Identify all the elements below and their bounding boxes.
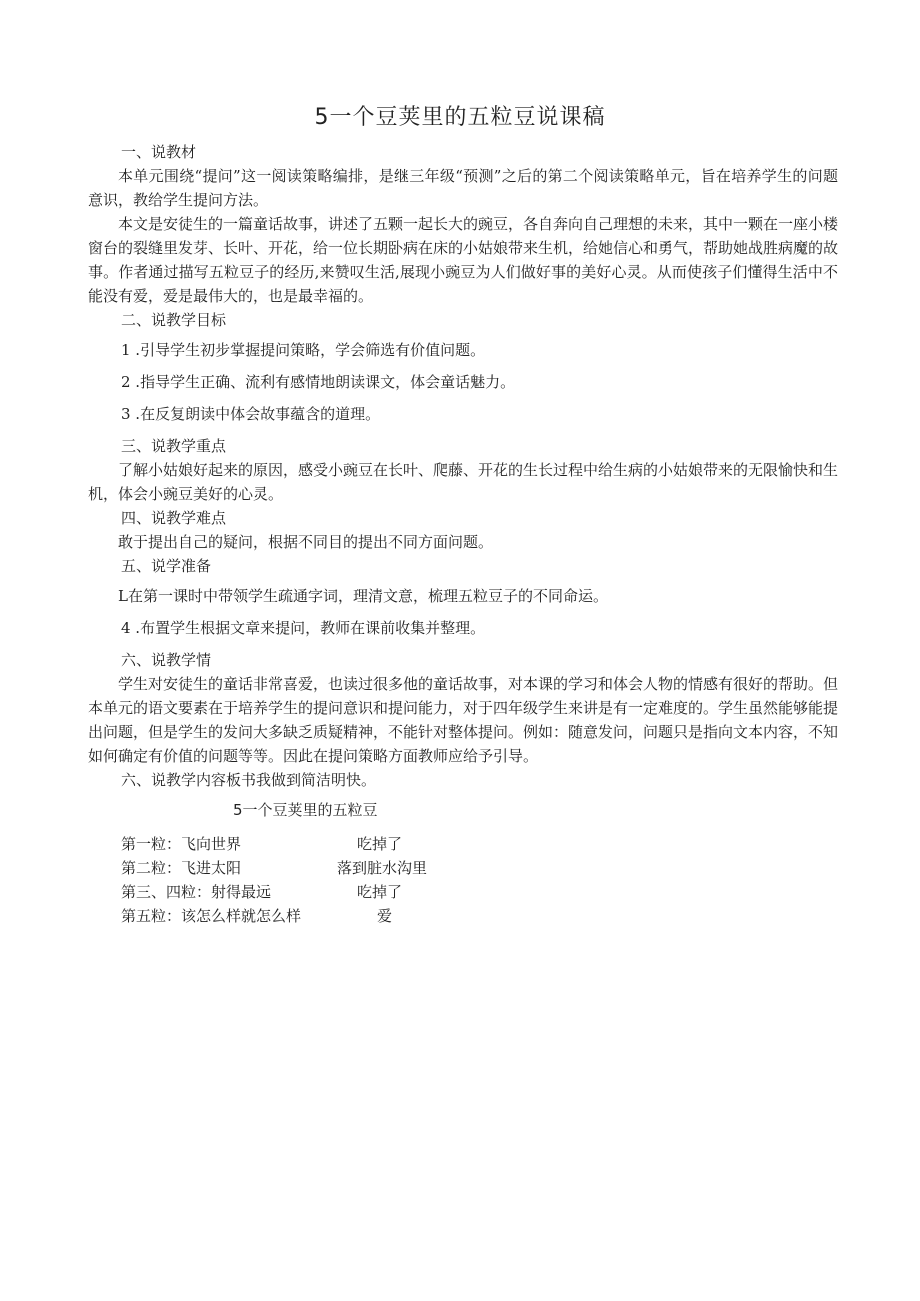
board-row-left: 第三、四粒：射得最远 xyxy=(121,883,272,901)
goal-item-1: 1 .引导学生初步掌握提问策略，学会筛选有价值问题。 xyxy=(121,341,486,359)
board-row-left: 第五粒：该怎么样就怎么样 xyxy=(121,907,302,925)
paragraph-student-analysis: 学生对安徒生的童话非常喜爱，也读过很多他的童话故事，对本课的学习和体会人物的情感有很好的帮助。但本单元的语文要素在于培养学生的提问意识和提问能力，对于四年级学生来讲是有一定难度的。学生虽然能够能提出问题，但是学生的发问大多缺乏质疑精神，不能针对整体提问。例如：随意发问，问题只是指向文本内容，不知如何确定有价值的问题等等。因此在提问策略方面教师应给予引导。 xyxy=(88,675,839,765)
section-heading-board-design: 六、说教学内容板书我做到简洁明快。 xyxy=(121,771,377,789)
document-title: 5一个豆荚里的五粒豆说课稿 xyxy=(314,105,606,130)
paragraph-key-points: 了解小姑娘好起来的原因，感受小豌豆在长叶、爬藤、开花的生长过程中给生病的小姑娘带来的无限愉快和生机，体会小豌豆美好的心灵。 xyxy=(88,461,839,503)
board-row xyxy=(88,880,838,904)
board-row xyxy=(88,856,838,880)
section-heading-goals: 二、说教学目标 xyxy=(121,311,227,329)
preparation-item-1: L在第一课时中带领学生疏通字词，理清文意，梳理五粒豆子的不同命运。 xyxy=(118,587,608,605)
goal-item-3: 3 .在反复朗读中体会故事蕴含的道理。 xyxy=(121,405,381,423)
board-row xyxy=(88,832,838,856)
board-row xyxy=(88,904,838,928)
paragraph-text-intro: 本文是安徒生的一篇童话故事，讲述了五颗一起长大的豌豆，各自奔向自己理想的未来，其中一颗在一座小楼窗台的裂缝里发芽、长叶、开花，给一位长期卧病在床的小姑娘带来生机，给她信心和勇气，帮助她战胜病魔的故事。作者通过描写五粒豆子的经历,来赞叹生活,展现小豌豆为人们做好事的美好心灵。从而使孩子们懂得生活中不能没有爱，爱是最伟大的，也是最幸福的。 xyxy=(88,215,839,305)
paragraph-unit-intro: 本单元围绕“提问”这一阅读策略编排，是继三年级“预测”之后的第二个阅读策略单元，旨在培养学生的问题意识，教给学生提问方法。 xyxy=(88,167,838,209)
board-row-left: 第二粒：飞进太阳 xyxy=(121,859,242,877)
section-heading-textbook: 一、说教材 xyxy=(121,143,197,161)
board-title: 5一个豆荚里的五粒豆 xyxy=(233,801,378,819)
board-row-right: 爱 xyxy=(377,907,393,925)
board-row-left: 第一粒：飞向世界 xyxy=(121,835,242,853)
section-heading-student-analysis: 六、说教学情 xyxy=(121,651,212,669)
paragraph-difficulties: 敢于提出自己的疑问，根据不同目的提出不同方面问题。 xyxy=(118,533,494,551)
board-row-right: 吃掉了 xyxy=(357,835,403,853)
section-heading-preparation: 五、说学准备 xyxy=(121,557,212,575)
section-heading-difficulties: 四、说教学难点 xyxy=(121,509,227,527)
board-row-right: 吃掉了 xyxy=(357,883,403,901)
goal-item-2: 2 .指导学生正确、流利有感情地朗读课文，体会童话魅力。 xyxy=(121,373,516,391)
document-body xyxy=(88,140,838,928)
board-row-right: 落到脏水沟里 xyxy=(337,859,428,877)
section-heading-key-points: 三、说教学重点 xyxy=(121,437,227,455)
preparation-item-2: 4 .布置学生根据文章来提问，教师在课前收集并整理。 xyxy=(121,619,486,637)
